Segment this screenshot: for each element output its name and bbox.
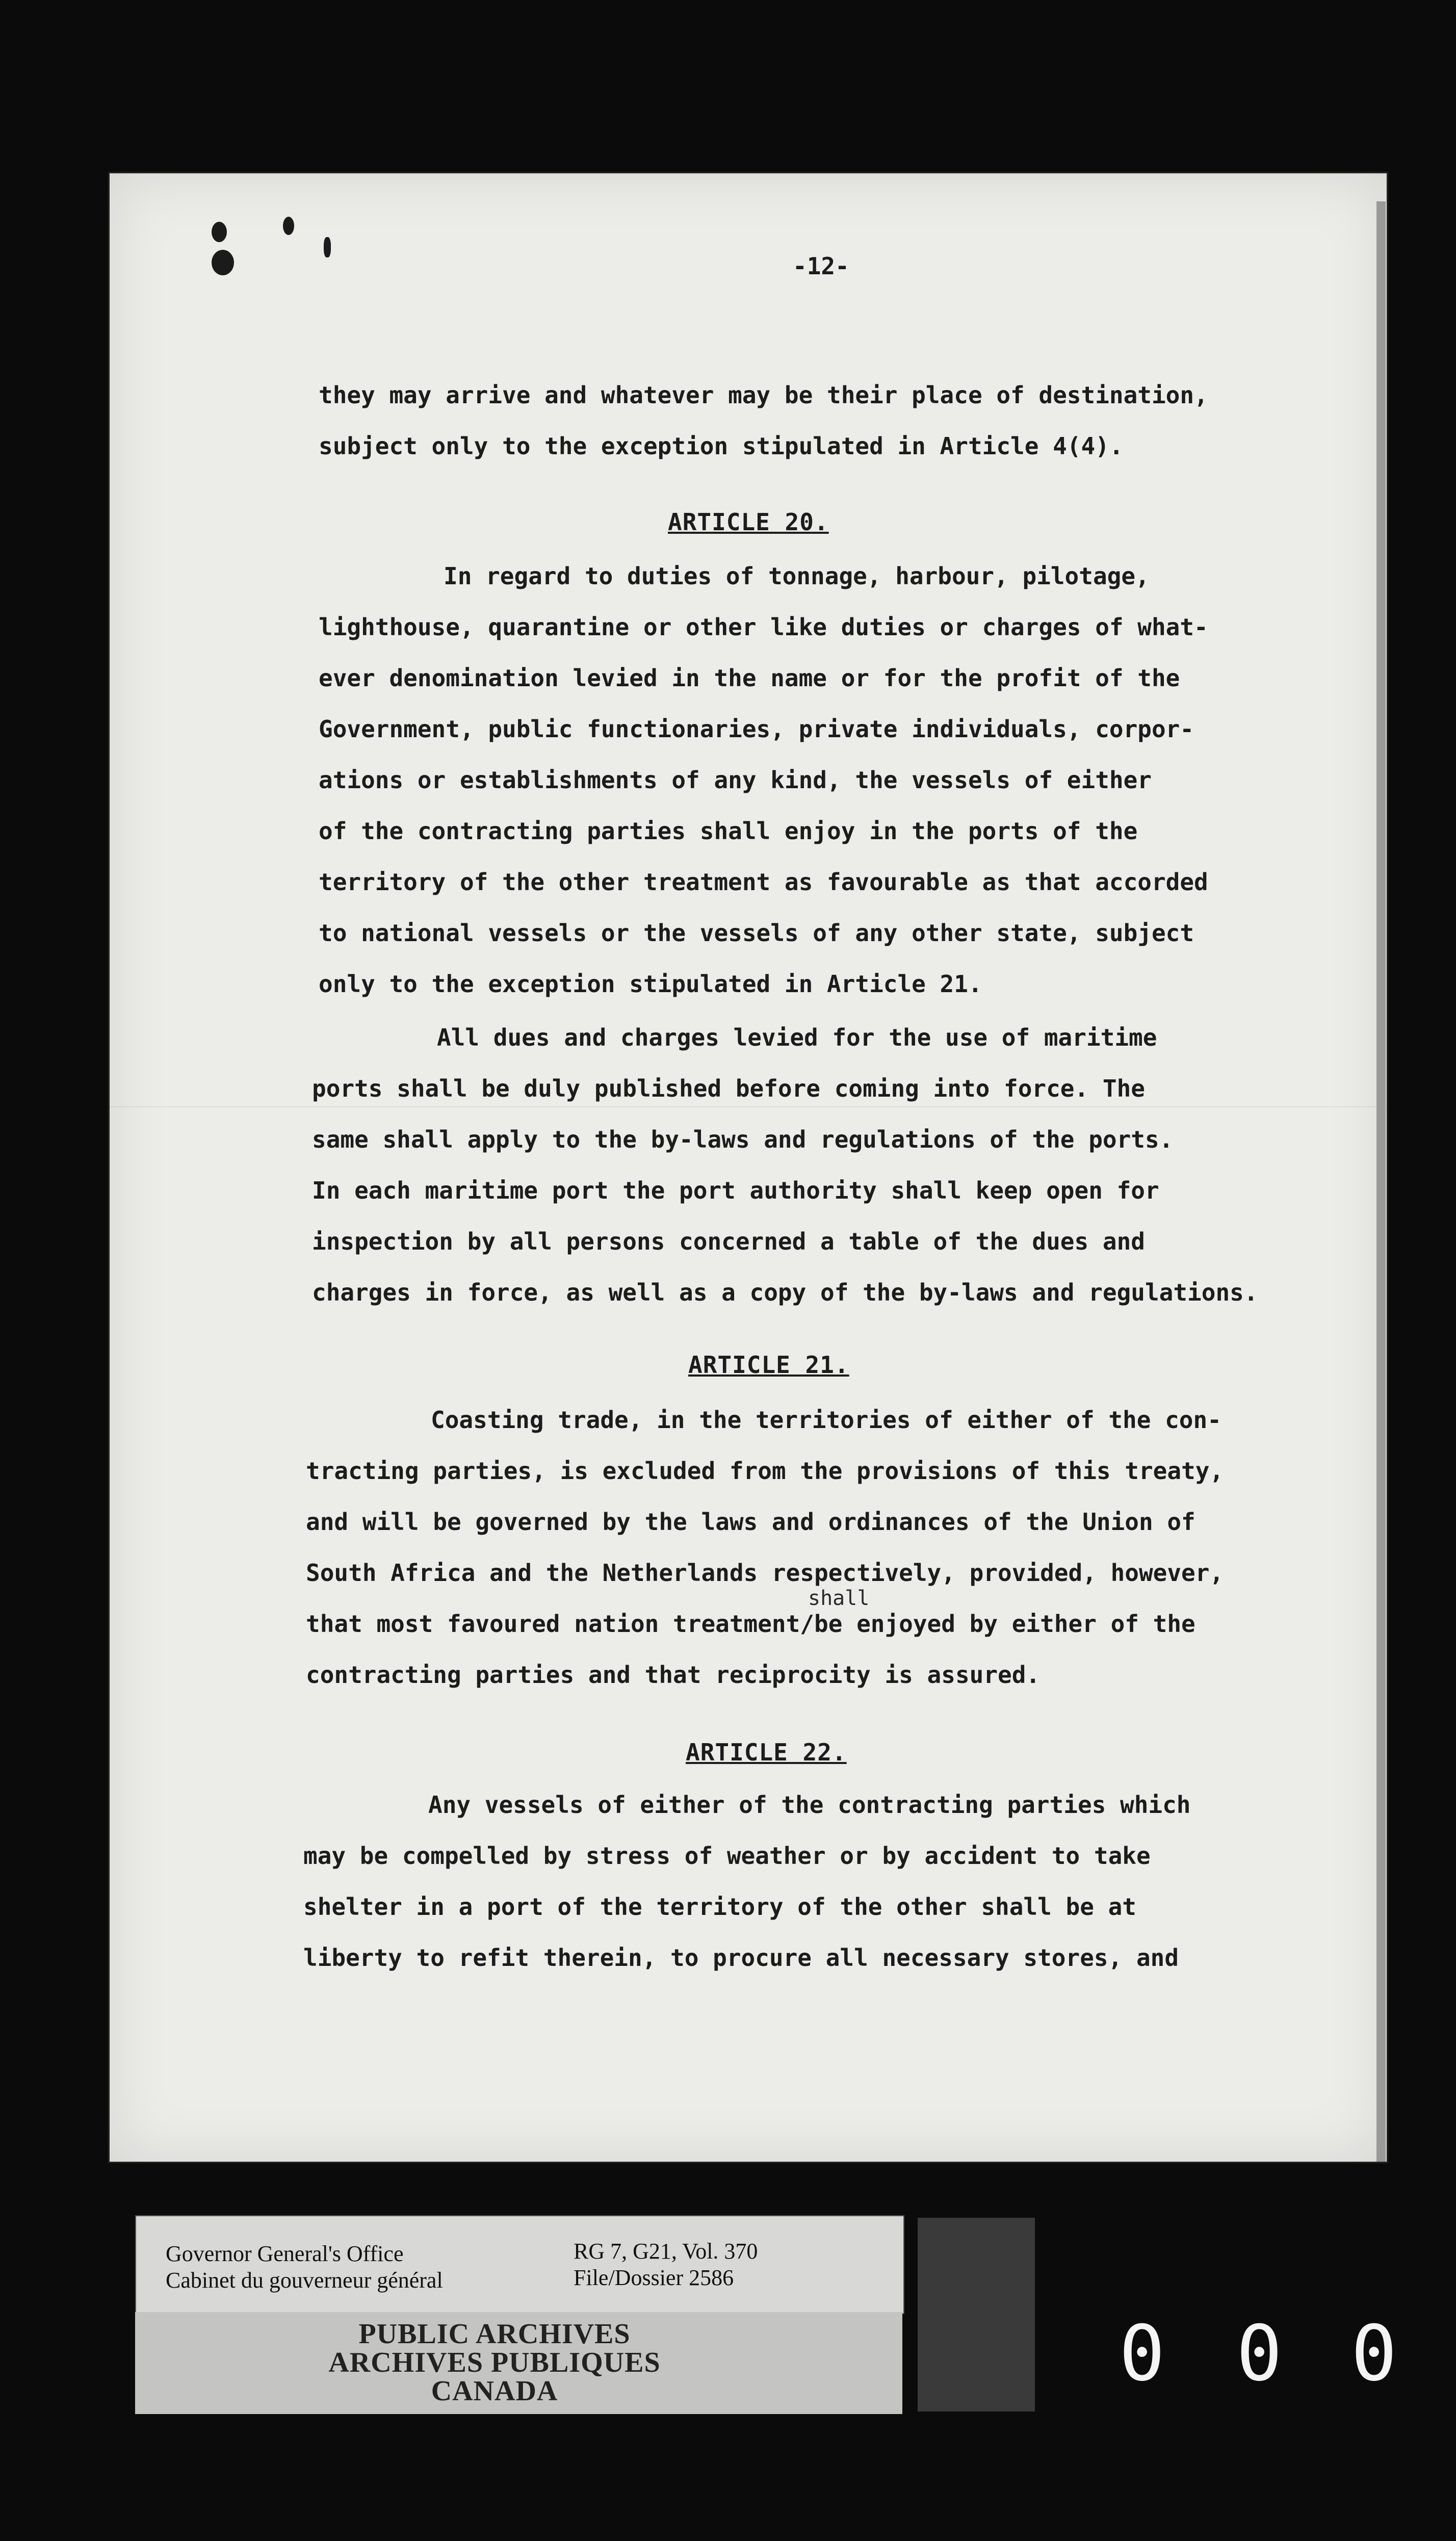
article-20-paragraph-2 xyxy=(312,1012,1434,1318)
article-20-heading: ARTICLE 20. xyxy=(668,508,829,536)
handwritten-insertion: shall xyxy=(808,1587,870,1610)
text-line: charges in force, as well as a copy of the by-laws and regulations. xyxy=(312,1279,1258,1306)
punch-hole-mark xyxy=(324,237,331,257)
text-line: to national vessels or the vessels of any other state, subject xyxy=(319,919,1194,947)
text-line: that most favoured nation treatment/be enjoyed by either of the xyxy=(306,1610,1195,1638)
text-line: may be compelled by stress of weather or by accident to take xyxy=(303,1842,1151,1870)
text-line: territory of the other treatment as favourable as that accorded xyxy=(319,868,1208,896)
text-line: same shall apply to the by-laws and regulations of the ports. xyxy=(312,1126,1174,1153)
text-line: tracting parties, is excluded from the provisions of this treaty, xyxy=(306,1457,1224,1485)
frame-counter-digit: 0 xyxy=(1351,2310,1397,2398)
office-name-en: Governor General's Office xyxy=(166,2241,404,2266)
text-line: of the contracting parties shall enjoy in the ports of the xyxy=(319,817,1138,845)
text-line: Coasting trade, in the territories of either of the con- xyxy=(431,1406,1221,1434)
archives-stamp xyxy=(265,2320,724,2405)
text-line: In each maritime port the port authority shall keep open for xyxy=(312,1177,1159,1204)
text-line: liberty to refit therein, to procure all necessary stores, and xyxy=(303,1944,1179,1972)
punch-hole-mark xyxy=(212,222,227,242)
text-line: only to the exception stipulated in Article 21. xyxy=(319,970,982,998)
text-line: ations or establishments of any kind, the vessels of either xyxy=(319,766,1152,794)
text-line: they may arrive and whatever may be their place of destination, xyxy=(319,381,1208,409)
frame-counter-digit: 0 xyxy=(1119,2310,1165,2398)
text-line: lighthouse, quarantine or other like duties or charges of what- xyxy=(319,613,1208,641)
label-shadow-block xyxy=(918,2218,1035,2412)
punch-hole-mark xyxy=(283,217,294,235)
article-22-heading: ARTICLE 22. xyxy=(686,1739,847,1766)
text-line: South Africa and the Netherlands respectively, provided, however, xyxy=(306,1559,1224,1587)
article-21-heading: ARTICLE 21. xyxy=(688,1351,849,1379)
frame-counter-digit: 0 xyxy=(1236,2310,1283,2398)
archives-stamp-line: PUBLIC ARCHIVES xyxy=(358,2318,631,2350)
article-22-paragraph xyxy=(303,1779,1425,1983)
text-line: inspection by all persons concerned a table of the dues and xyxy=(312,1228,1145,1255)
text-line: Government, public functionaries, private individuals, corpor- xyxy=(319,715,1194,743)
punch-hole-mark xyxy=(212,250,234,275)
continuation-text xyxy=(319,370,1440,472)
text-line: ports shall be duly published before coming into force. The xyxy=(312,1075,1145,1102)
text-line: and will be governed by the laws and ordinances of the Union of xyxy=(306,1508,1195,1536)
article-20-paragraph-1 xyxy=(319,551,1440,1009)
text-line: In regard to duties of tonnage, harbour, pilotage, xyxy=(444,562,1150,590)
office-name-fr: Cabinet du gouverneur général xyxy=(166,2268,443,2293)
archives-stamp-line: ARCHIVES PUBLIQUES xyxy=(328,2347,661,2378)
record-group-reference: RG 7, G21, Vol. 370 xyxy=(574,2239,758,2264)
text-line: contracting parties and that reciprocity is assured. xyxy=(306,1661,1041,1689)
text-line: subject only to the exception stipulated in Article 4(4). xyxy=(319,432,1124,460)
file-reference: File/Dossier 2586 xyxy=(574,2265,734,2290)
page-number: -12- xyxy=(793,252,849,280)
text-line: All dues and charges levied for the use of maritime xyxy=(437,1024,1157,1051)
archives-stamp-line: CANADA xyxy=(431,2375,558,2407)
article-21-paragraph xyxy=(306,1394,1427,1700)
text-line: Any vessels of either of the contracting parties which xyxy=(428,1791,1191,1819)
text-line: ever denomination levied in the name or for the profit of the xyxy=(319,664,1180,692)
text-line: shelter in a port of the territory of the other shall be at xyxy=(303,1893,1136,1921)
